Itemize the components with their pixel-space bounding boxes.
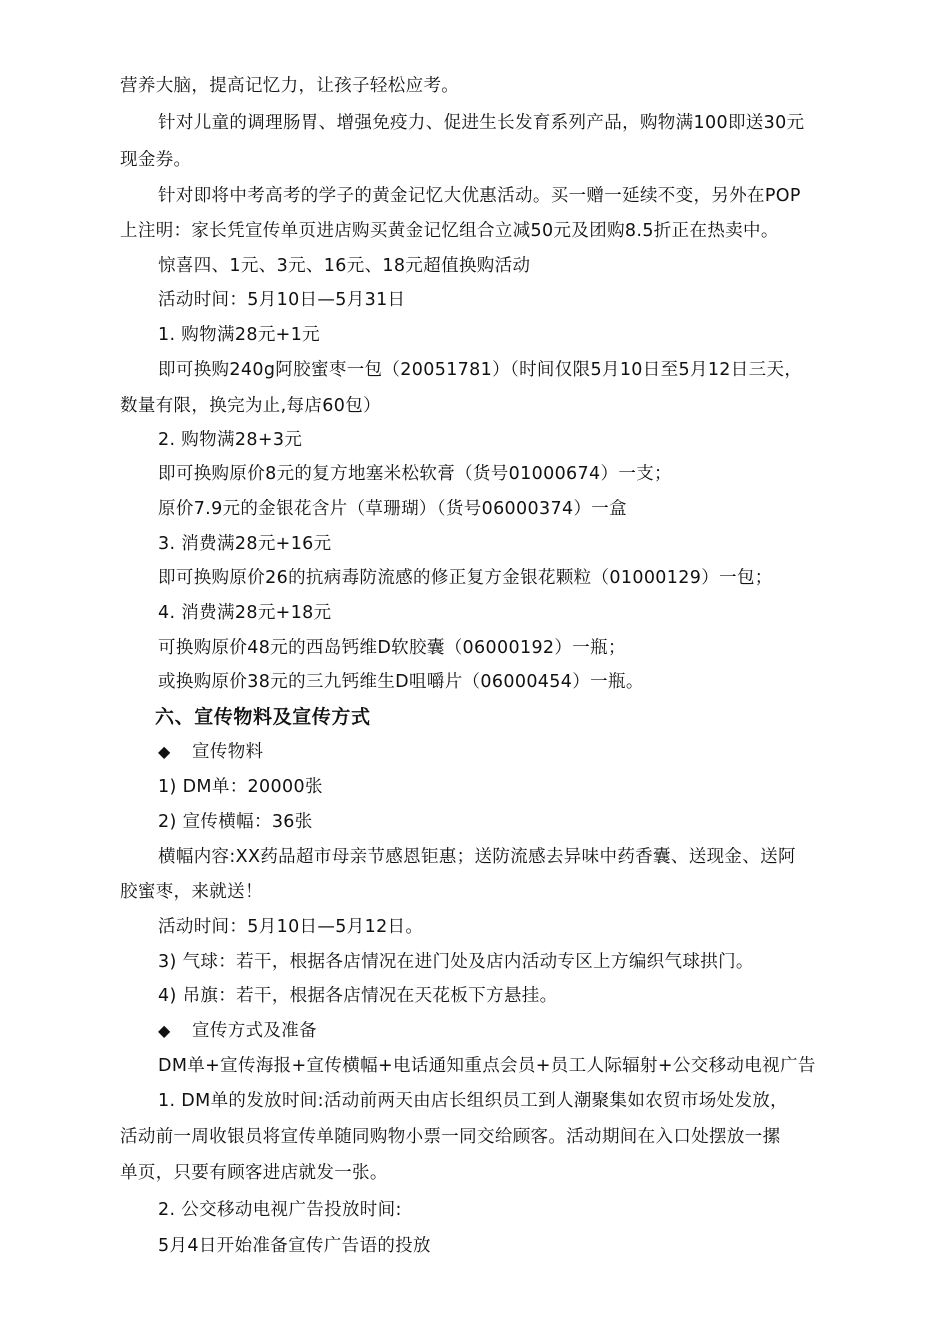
text-line: 针对儿童的调理肠胃、增强免疫力、促进生长发育系列产品，购物满100即送30元 [158, 113, 805, 133]
list-item: 2) 宣传横幅：36张 [158, 812, 313, 832]
list-item: 1. 购物满28元+1元 [158, 325, 321, 345]
text-line: 营养大脑，提高记忆力，让孩子轻松应考。 [120, 76, 460, 96]
list-item: 3) 气球：若干，根据各店情况在进门处及店内活动专区上方编织气球拱门。 [158, 952, 754, 972]
text-line: 现金券。 [120, 150, 192, 170]
bullet-label: 宣传方式及准备 [192, 1021, 317, 1041]
text-line: 横幅内容:XX药品超市母亲节感恩钜惠；送防流感去异味中药香囊、送现金、送阿 [158, 847, 796, 867]
text-line: 即可换购原价26的抗病毒防流感的修正复方金银花颗粒（01000129）一包； [158, 568, 773, 588]
text-line: 活动前一周收银员将宣传单随同购物小票一同交给顾客。活动期间在入口处摆放一摞 [120, 1127, 781, 1147]
bullet-line [158, 735, 950, 769]
filled-diamond-icon: ◆ [158, 1021, 171, 1040]
list-item: 4) 吊旗：若干，根据各店情况在天花板下方悬挂。 [158, 986, 558, 1006]
text-line: 胶蜜枣，来就送！ [120, 882, 263, 902]
text-line: 针对即将中考高考的学子的黄金记忆大优惠活动。买一赠一延续不变，另外在POP [158, 186, 801, 206]
bullet-line [158, 1014, 950, 1048]
section-heading: 六、宣传物料及宣传方式 [155, 706, 371, 728]
text-line: 上注明：家长凭宣传单页进店购买黄金记忆组合立减50元及团购8.5折正在热卖中。 [120, 221, 779, 241]
list-item: 1) DM单：20000张 [158, 777, 323, 797]
list-item: 3. 消费满28元+16元 [158, 534, 332, 554]
text-line: 数量有限，换完为止,每店60包） [120, 396, 381, 416]
text-line: 原价7.9元的金银花含片（草珊瑚）（货号06000374）一盒 [158, 499, 628, 519]
text-line: 即可换购原价8元的复方地塞米松软膏（货号01000674）一支； [158, 464, 672, 484]
text-line: DM单+宣传海报+宣传横幅+电话通知重点会员+员工人际辐射+公交移动电视广告 [158, 1056, 816, 1076]
list-item: 4. 消费满28元+18元 [158, 603, 332, 623]
text-line: 单页，只要有顾客进店就发一张。 [120, 1163, 388, 1183]
text-line: 或换购原价38元的三九钙维生D咀嚼片（06000454）一瓶。 [158, 672, 644, 692]
list-item: 2. 公交移动电视广告投放时间: [158, 1200, 402, 1220]
text-line: 活动时间：5月10日—5月31日 [158, 290, 406, 310]
filled-diamond-icon: ◆ [158, 742, 171, 761]
text-line: 活动时间：5月10日—5月12日。 [158, 917, 424, 937]
text-line: 5月4日开始准备宣传广告语的投放 [158, 1236, 431, 1256]
text-line: 可换购原价48元的西岛钙维D软胶囊（06000192）一瓶； [158, 638, 626, 658]
list-item: 2. 购物满28+3元 [158, 430, 303, 450]
list-item: 1. DM单的发放时间:活动前两天由店长组织员工到人潮聚集如农贸市场处发放， [158, 1091, 789, 1111]
text-line: 即可换购240g阿胶蜜枣一包（20051781）（时间仅限5月10日至5月12日三天， [158, 360, 803, 380]
bullet-label: 宣传物料 [192, 742, 264, 762]
text-line: 惊喜四、1元、3元、16元、18元超值换购活动 [158, 256, 531, 276]
